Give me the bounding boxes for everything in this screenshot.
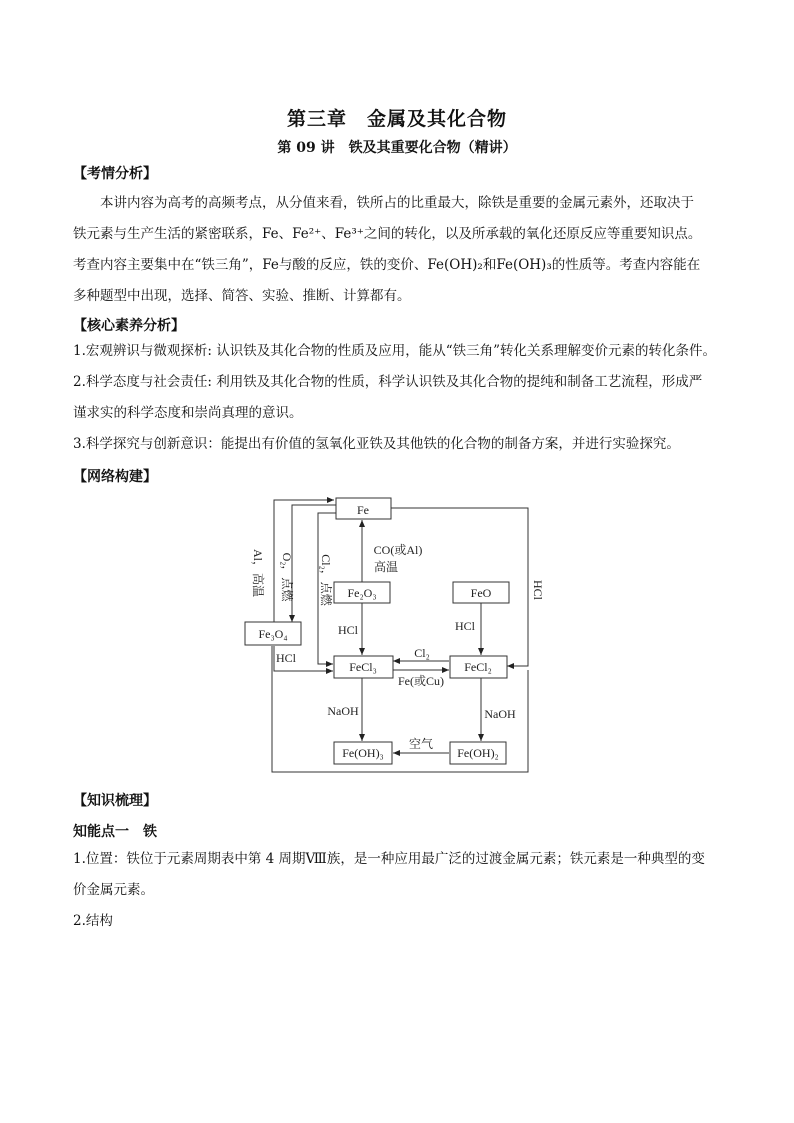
kaoqing-line-2: 铁元素与生产生活的紧密联系，Fe、Fe²⁺、Fe³⁺之间的转化，以及所承载的氧化还原反应等重要知识点。 [73, 226, 702, 242]
label-cl2-mid: Cl₂ [414, 646, 430, 660]
label-hcl-right: HCl [531, 579, 545, 601]
label-o2-ignite: O₂，点燃 [280, 552, 294, 602]
kaoqing-line-1: 本讲内容为高考的高频考点，从分值来看，铁所占的比重最大，除铁是重要的金属元素外，还取决于 [100, 195, 694, 211]
hexin-item-2-line-1: 2.科学态度与社会责任: 利用铁及其化合物的性质，科学认识铁及其化合物的提纯和制备工艺流程，形成严 [73, 374, 703, 390]
label-al-high: Al，高温 [251, 548, 265, 598]
knowledge-point-title: 知能点一 铁 [73, 824, 157, 840]
label-naoh-right: NaOH [484, 707, 516, 721]
section-heading-network: 【网络构建】 [73, 469, 157, 485]
node-fecl2-label: FeCl₂ [464, 660, 492, 674]
label-hcl-fe3o4: HCl [275, 651, 297, 665]
label-hcl-feo: HCl [454, 619, 476, 633]
label-co-al: CO(或Al) [373, 543, 423, 557]
kaoqing-line-4: 多种题型中出现，选择、简答、实验、推断、计算都有。 [73, 288, 411, 304]
node-fe2o3-label: Fe₂O₃ [347, 586, 377, 600]
label-hcl-fe2o3: HCl [337, 623, 359, 637]
section-heading-hexin: 【核心素养分析】 [73, 318, 185, 334]
hexin-item-2-line-2: 谨求实的科学态度和崇尚真理的意识。 [73, 405, 303, 421]
section-heading-zhishi: 【知识梳理】 [73, 793, 157, 809]
hexin-item-1: 1.宏观辨识与微观探析: 认识铁及其化合物的性质及应用，能从“铁三角”转化关系理解变价元素的转化条件。 [73, 343, 717, 359]
label-air: 空气 [408, 737, 434, 751]
zhishi-p1-line-1: 1.位置：铁位于元素周期表中第 4 周期Ⅷ族，是一种应用最广泛的过渡金属元素；铁元素是一种典型的变 [73, 851, 705, 867]
zhishi-p1-line-2: 价金属元素。 [73, 882, 154, 898]
node-fe-label: Fe [357, 503, 369, 517]
label-cl2-ignite: Cl₂，点燃 [319, 554, 333, 606]
hexin-item-3: 3.科学探究与创新意识：能提出有价值的氢氧化亚铁及其他铁的化合物的制备方案，并进行实验探究。 [73, 436, 680, 452]
label-fe-cu: Fe(或Cu) [398, 674, 444, 688]
node-fecl3-label: FeCl₃ [349, 660, 377, 674]
kaoqing-line-3: 考查内容主要集中在“铁三角”，Fe与酸的反应，铁的变价、Fe(OH)₂和Fe(OH)₃的性质等。考查内容能在 [73, 257, 701, 273]
node-feoh2-label: Fe(OH)₂ [457, 746, 499, 760]
node-feo-label: FeO [470, 586, 492, 600]
node-fe3o4-label: Fe₃O₄ [258, 627, 288, 641]
label-naoh-left: NaOH [327, 704, 359, 718]
zhishi-body [73, 844, 728, 937]
label-high-temp: 高温 [373, 560, 399, 574]
node-feoh3-label: Fe(OH)₃ [342, 746, 384, 760]
zhishi-p2: 2.结构 [73, 913, 113, 929]
lecture-title: 第 09 讲 铁及其重要化合物（精讲） [277, 140, 517, 156]
section-heading-kaoqing: 【考情分析】 [73, 166, 157, 182]
chapter-title: 第三章 金属及其化合物 [286, 108, 507, 130]
